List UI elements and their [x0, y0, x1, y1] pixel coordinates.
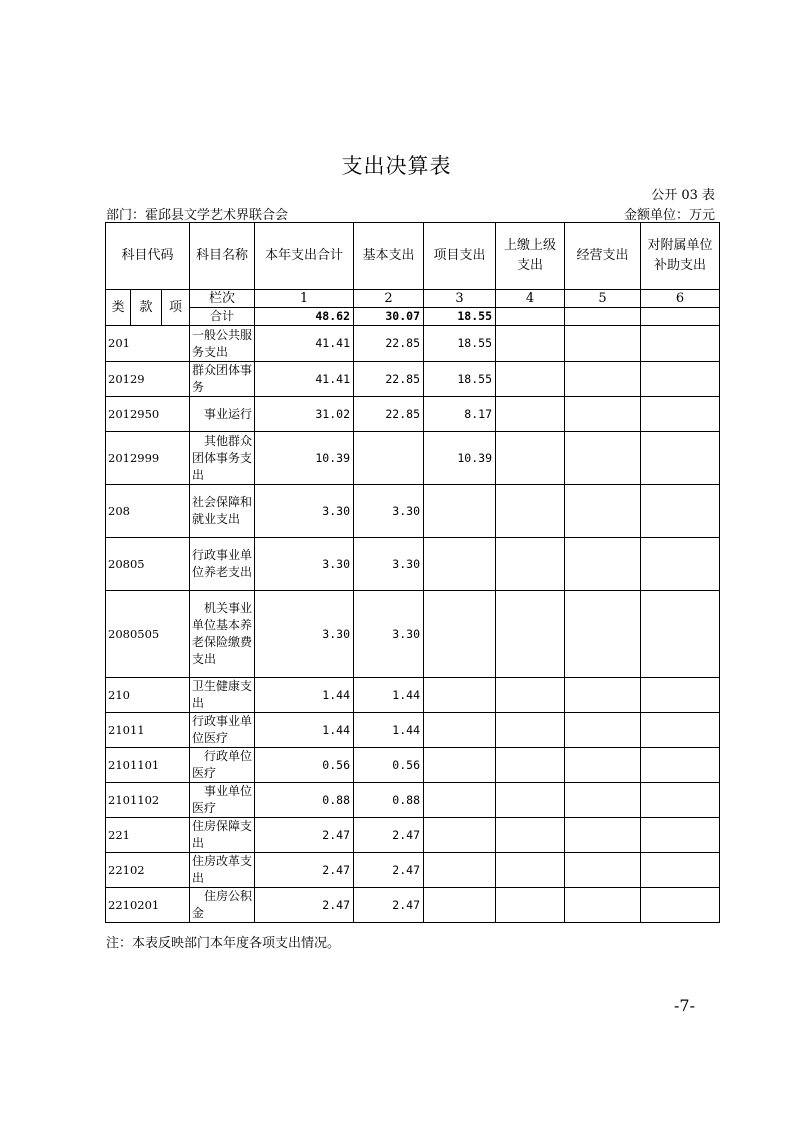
col-number-2: 2 — [354, 290, 424, 308]
row-code: 21011 — [106, 713, 190, 748]
row-c6 — [641, 853, 720, 888]
row-c2: 3.30 — [354, 538, 424, 591]
row-name: 住房保障支出 — [190, 818, 255, 853]
row-c4 — [496, 485, 565, 538]
table-row — [106, 783, 720, 818]
row-c1: 41.41 — [255, 326, 354, 362]
row-c3 — [424, 748, 496, 783]
row-c1: 0.56 — [255, 748, 354, 783]
row-c4 — [496, 888, 565, 923]
table-row — [106, 432, 720, 485]
row-c3 — [424, 818, 496, 853]
row-c2: 22.85 — [354, 362, 424, 397]
row-c2 — [354, 432, 424, 485]
table-row — [106, 326, 720, 362]
header-name: 科目名称 — [190, 223, 255, 290]
header-lei: 类 — [106, 290, 131, 326]
amount-unit-label: 金额单位：万元 — [623, 208, 715, 223]
row-code: 22102 — [106, 853, 190, 888]
row-c4 — [496, 853, 565, 888]
row-c3: 18.55 — [424, 326, 496, 362]
header-remit-superior: 上缴上级支出 — [496, 223, 565, 290]
row-c4 — [496, 678, 565, 713]
table-row — [106, 591, 720, 678]
row-c5 — [565, 748, 641, 783]
row-code: 210 — [106, 678, 190, 713]
total-label: 合计 — [190, 308, 255, 326]
row-name: 卫生健康支出 — [190, 678, 255, 713]
header-kuan: 款 — [131, 290, 162, 326]
row-c4 — [496, 538, 565, 591]
row-c2: 22.85 — [354, 326, 424, 362]
row-code: 2012999 — [106, 432, 190, 485]
row-name: 行政事业单位养老支出 — [190, 538, 255, 591]
row-c5 — [565, 326, 641, 362]
row-code: 221 — [106, 818, 190, 853]
table-row — [106, 362, 720, 397]
row-c6 — [641, 397, 720, 432]
table-row — [106, 485, 720, 538]
row-c5 — [565, 818, 641, 853]
total-c3: 18.55 — [424, 308, 496, 326]
row-c5 — [565, 591, 641, 678]
row-c1: 1.44 — [255, 678, 354, 713]
table-row — [106, 678, 720, 713]
row-c1: 2.47 — [255, 853, 354, 888]
row-c2: 3.30 — [354, 485, 424, 538]
total-c1: 48.62 — [255, 308, 354, 326]
row-c1: 41.41 — [255, 362, 354, 397]
header-lanci: 栏次 — [190, 290, 255, 308]
row-c2: 22.85 — [354, 397, 424, 432]
row-c2: 2.47 — [354, 888, 424, 923]
row-code: 208 — [106, 485, 190, 538]
row-name: 行政单位医疗 — [190, 748, 255, 783]
row-c6 — [641, 326, 720, 362]
expenditure-table — [105, 222, 720, 923]
row-c4 — [496, 326, 565, 362]
row-c2: 1.44 — [354, 678, 424, 713]
row-c5 — [565, 853, 641, 888]
col-number-3: 3 — [424, 290, 496, 308]
row-c2: 2.47 — [354, 853, 424, 888]
row-name: 住房改革支出 — [190, 853, 255, 888]
row-c3 — [424, 591, 496, 678]
header-xiang: 项 — [162, 290, 190, 326]
row-c5 — [565, 713, 641, 748]
row-c6 — [641, 818, 720, 853]
row-code: 2101102 — [106, 783, 190, 818]
row-c1: 2.47 — [255, 888, 354, 923]
row-name: 住房公积金 — [190, 888, 255, 923]
row-c3: 8.17 — [424, 397, 496, 432]
page-number: -7- — [674, 996, 695, 1015]
total-c2: 30.07 — [354, 308, 424, 326]
col-number-4: 4 — [496, 290, 565, 308]
row-c6 — [641, 713, 720, 748]
total-c4 — [496, 308, 565, 326]
row-code: 201 — [106, 326, 190, 362]
col-number-5: 5 — [565, 290, 641, 308]
row-c5 — [565, 362, 641, 397]
row-c6 — [641, 888, 720, 923]
row-c5 — [565, 485, 641, 538]
page-title: 支出决算表 — [341, 154, 452, 178]
table-row — [106, 538, 720, 591]
total-row — [106, 308, 720, 326]
row-c4 — [496, 818, 565, 853]
row-c5 — [565, 678, 641, 713]
row-c1: 3.30 — [255, 485, 354, 538]
row-code: 20805 — [106, 538, 190, 591]
form-number: 公开 03 表 — [651, 188, 715, 203]
table-row — [106, 397, 720, 432]
row-c2: 3.30 — [354, 591, 424, 678]
row-name: 事业单位医疗 — [190, 783, 255, 818]
row-c3 — [424, 485, 496, 538]
row-code: 20129 — [106, 362, 190, 397]
row-name: 群众团体事务 — [190, 362, 255, 397]
row-c2: 2.47 — [354, 818, 424, 853]
table-row — [106, 888, 720, 923]
row-c3 — [424, 538, 496, 591]
row-c2: 1.44 — [354, 713, 424, 748]
col-number-6: 6 — [641, 290, 720, 308]
row-c3: 10.39 — [424, 432, 496, 485]
row-code: 2210201 — [106, 888, 190, 923]
row-c5 — [565, 783, 641, 818]
row-c3 — [424, 888, 496, 923]
row-c4 — [496, 783, 565, 818]
row-c2: 0.56 — [354, 748, 424, 783]
row-name: 社会保障和就业支出 — [190, 485, 255, 538]
row-c3 — [424, 853, 496, 888]
row-c1: 1.44 — [255, 713, 354, 748]
row-c3 — [424, 713, 496, 748]
row-c6 — [641, 432, 720, 485]
header-total-expenditure: 本年支出合计 — [255, 223, 354, 290]
row-name: 事业运行 — [190, 397, 255, 432]
header-project-expenditure: 项目支出 — [424, 223, 496, 290]
row-c4 — [496, 432, 565, 485]
header-subsidiary-subsidy: 对附属单位补助支出 — [641, 223, 720, 290]
row-code: 2080505 — [106, 591, 190, 678]
header-business-expenditure: 经营支出 — [565, 223, 641, 290]
department-label: 部门：霍邱县文学艺术界联合会 — [106, 208, 289, 223]
row-c3: 18.55 — [424, 362, 496, 397]
row-c1: 3.30 — [255, 538, 354, 591]
total-c5 — [565, 308, 641, 326]
row-c4 — [496, 713, 565, 748]
row-c5 — [565, 397, 641, 432]
row-c1: 3.30 — [255, 591, 354, 678]
row-code: 2101101 — [106, 748, 190, 783]
row-code: 2012950 — [106, 397, 190, 432]
row-c6 — [641, 538, 720, 591]
header-row — [106, 223, 720, 290]
row-c1: 0.88 — [255, 783, 354, 818]
row-c6 — [641, 678, 720, 713]
table-row — [106, 818, 720, 853]
row-c4 — [496, 591, 565, 678]
table-row — [106, 748, 720, 783]
col-number-1: 1 — [255, 290, 354, 308]
row-name: 机关事业单位基本养老保险缴费支出 — [190, 591, 255, 678]
row-c1: 31.02 — [255, 397, 354, 432]
row-c4 — [496, 362, 565, 397]
row-c5 — [565, 888, 641, 923]
row-c5 — [565, 432, 641, 485]
row-c6 — [641, 485, 720, 538]
row-c4 — [496, 748, 565, 783]
row-c1: 2.47 — [255, 818, 354, 853]
header-code: 科目代码 — [106, 223, 190, 290]
row-c6 — [641, 591, 720, 678]
table-row — [106, 713, 720, 748]
row-c6 — [641, 362, 720, 397]
row-c5 — [565, 538, 641, 591]
header-basic-expenditure: 基本支出 — [354, 223, 424, 290]
row-name: 行政事业单位医疗 — [190, 713, 255, 748]
row-c1: 10.39 — [255, 432, 354, 485]
row-c4 — [496, 397, 565, 432]
row-c2: 0.88 — [354, 783, 424, 818]
row-c3 — [424, 678, 496, 713]
row-c3 — [424, 783, 496, 818]
total-c6 — [641, 308, 720, 326]
table-row — [106, 853, 720, 888]
row-name: 其他群众团体事务支出 — [190, 432, 255, 485]
row-c6 — [641, 748, 720, 783]
column-number-row — [106, 290, 720, 308]
table-note: 注：本表反映部门本年度各项支出情况。 — [106, 936, 341, 951]
row-name: 一般公共服务支出 — [190, 326, 255, 362]
row-c6 — [641, 783, 720, 818]
